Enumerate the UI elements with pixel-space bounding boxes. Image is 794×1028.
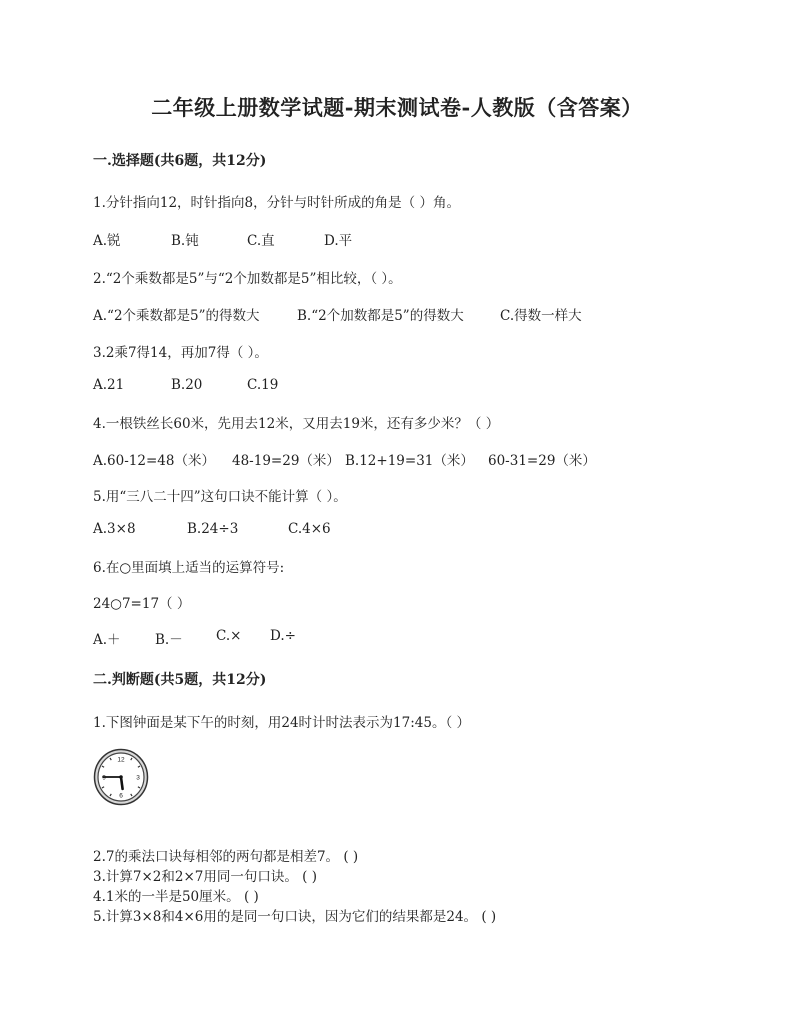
svg-text:9: 9 [102, 774, 106, 782]
question-text: 4.一根铁丝长60米，先用去12米，又用去19米，还有多少米？（ ） [93, 416, 500, 432]
option: A.60-12=48（米） [93, 453, 215, 469]
question-text: 3.计算7×2和2×7用同一句口诀。 ( ) [93, 869, 317, 885]
option: D.平 [324, 233, 353, 249]
question-text: 3.2乘7得14，再加7得（ ）。 [93, 345, 268, 361]
option: A.＋ [93, 632, 121, 648]
option: C.得数一样大 [500, 308, 582, 324]
option: C.4×6 [288, 521, 331, 537]
question-subtext: 24○7=17（ ） [93, 596, 191, 612]
section-heading-judgement: 二.判断题(共5题，共12分) [93, 672, 267, 688]
page-title: 二年级上册数学试题-期末测试卷-人教版（含答案） [151, 95, 643, 120]
option: B.12+19=31（米） [345, 453, 474, 469]
section-heading-choice: 一.选择题(共6题，共12分) [93, 153, 267, 169]
question-text: 1.下图钟面是某下午的时刻，用24时计时法表示为17:45。（ ） [93, 715, 471, 731]
option: A.“2个乘数都是5”的得数大 [93, 308, 260, 324]
question-text: 1.分针指向12，时针指向8，分针与时针所成的角是（ ）角。 [93, 195, 460, 211]
option: C.19 [247, 377, 279, 393]
svg-text:6: 6 [119, 792, 123, 800]
question-text: 4.1米的一半是50厘米。 ( ) [93, 889, 259, 905]
option: B.24÷3 [187, 521, 239, 537]
option: A.21 [93, 377, 125, 393]
option: C.× [216, 628, 242, 644]
analog-clock-icon [93, 748, 149, 806]
option: 48-19=29（米） [232, 453, 340, 469]
question-text: 5.用“三八二十四”这句口诀不能计算（ ）。 [93, 489, 347, 505]
svg-text:3: 3 [136, 774, 140, 782]
question-text: 2.7的乘法口诀每相邻的两句都是相差7。 ( ) [93, 849, 359, 865]
question-text: 6.在○里面填上适当的运算符号: [93, 560, 285, 576]
option: B.“2个加数都是5”的得数大 [297, 308, 464, 324]
option: B.20 [171, 377, 203, 393]
svg-text:12: 12 [117, 756, 125, 764]
option: A.锐 [93, 233, 121, 249]
option: 60-31=29（米） [488, 453, 596, 469]
option: B.钝 [171, 233, 199, 249]
option: A.3×8 [93, 521, 136, 537]
question-text: 2.“2个乘数都是5”与“2个加数都是5”相比较，（ ）。 [93, 271, 402, 287]
question-text: 5.计算3×8和4×6用的是同一句口诀，因为它们的结果都是24。 ( ) [93, 909, 497, 925]
option: B.－ [155, 632, 183, 648]
option: D.÷ [270, 628, 296, 644]
option: C.直 [247, 233, 275, 249]
